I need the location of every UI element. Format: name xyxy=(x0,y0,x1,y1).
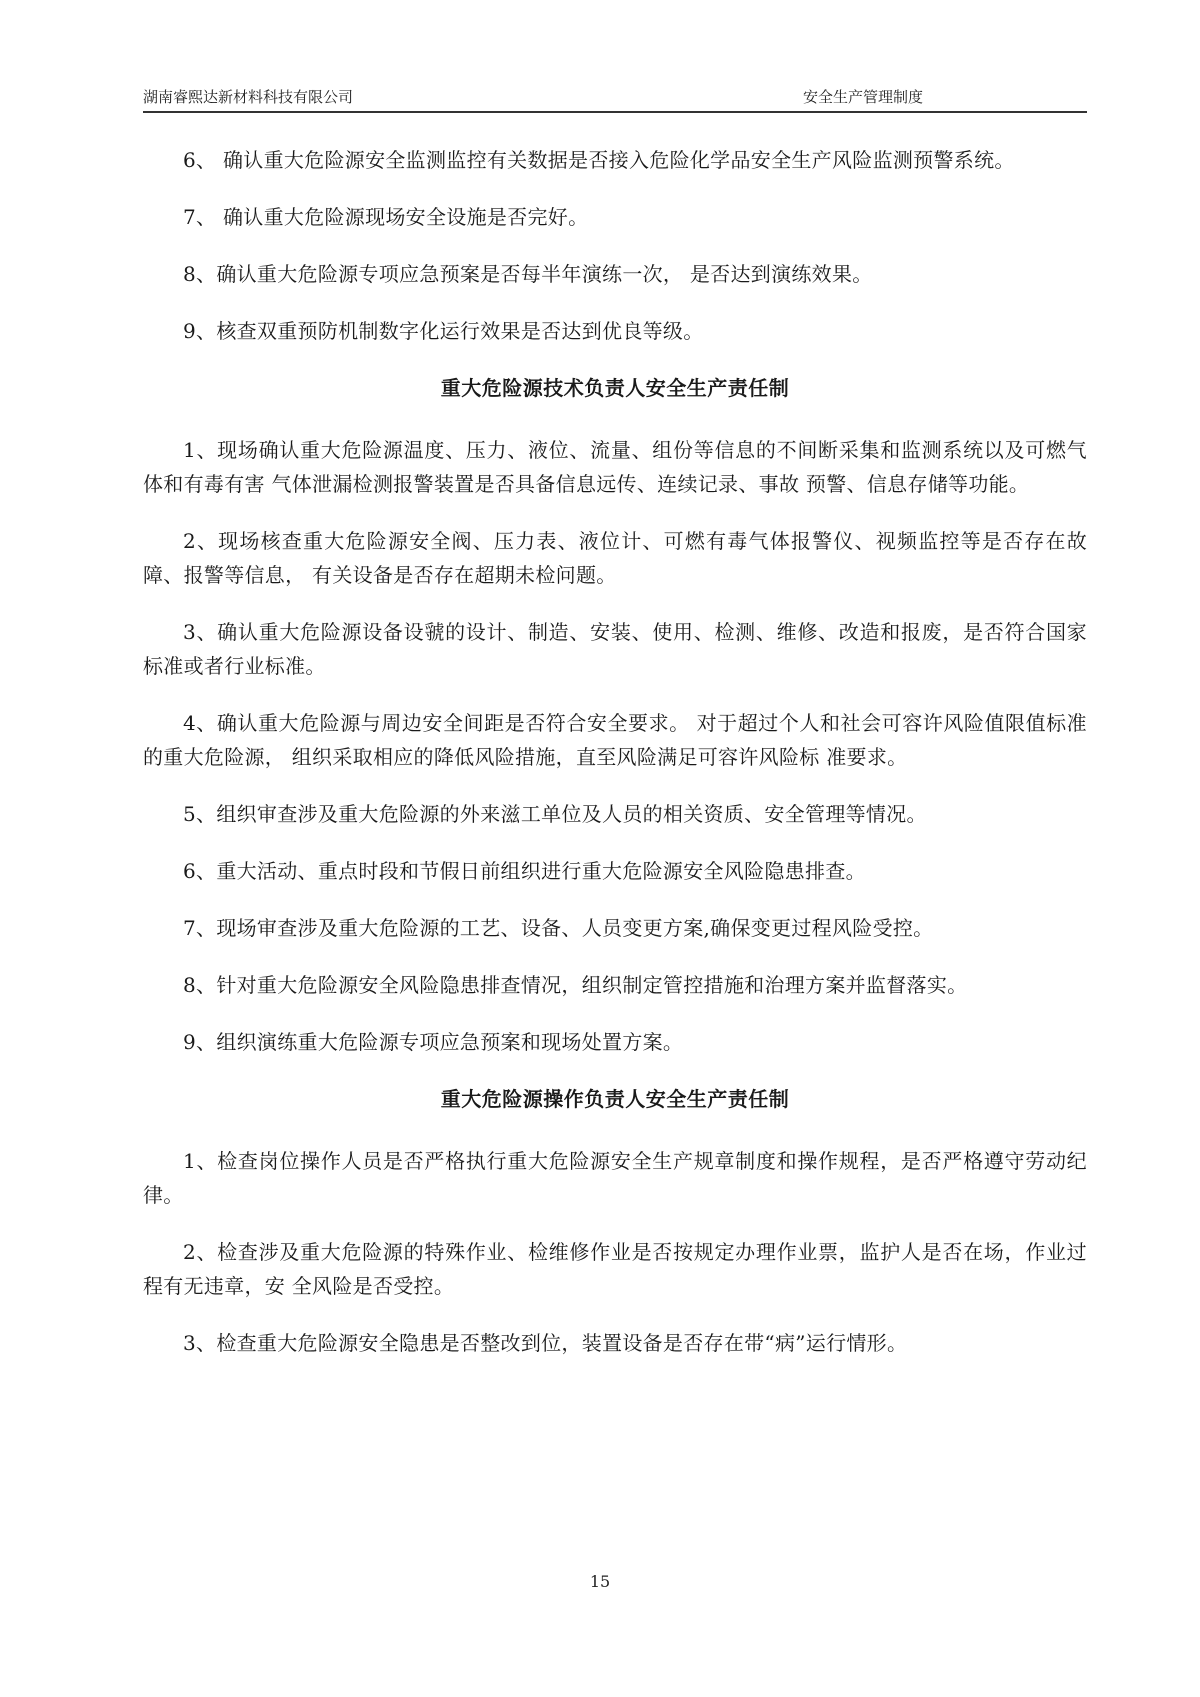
paragraph: 1、检查岗位操作人员是否严格执行重大危险源安全生产规章制度和操作规程，是否严格遵守劳动纪律。 xyxy=(143,1149,1087,1207)
paragraph: 4、确认重大危险源与周边安全间距是否符合安全要求。 对于超过个人和社会可容许风险值限值标准的重大危险源， 组织采取相应的降低风险措施，直至风险满足可容许风险标 准要求。 xyxy=(143,711,1087,769)
section-title-operation: 重大危险源操作负责人安全生产责任制 xyxy=(440,1087,790,1111)
paragraph: 6、重大活动、重点时段和节假日前组织进行重大危险源安全风险隐患排查。 xyxy=(183,859,866,883)
paragraph: 9、组织演练重大危险源专项应急预案和现场处置方案。 xyxy=(183,1030,684,1054)
paragraph: 7、 确认重大危险源现场安全设施是否完好。 xyxy=(183,205,589,229)
page-number: 15 xyxy=(589,1572,611,1591)
paragraph: 7、现场审查涉及重大危险源的工艺、设备、人员变更方案,确保变更过程风险受控。 xyxy=(183,916,934,940)
header-divider xyxy=(143,111,1087,113)
header-doc-title: 安全生产管理制度 xyxy=(803,88,924,106)
paragraph: 1、现场确认重大危险源温度、压力、液位、流量、组份等信息的不间断采集和监测系统以及可燃气体和有毒有害 气体泄漏检测报警装置是否具备信息远传、连续记录、事故 预警、信息存储等功能。 xyxy=(143,438,1087,496)
paragraph: 6、 确认重大危险源安全监测监控有关数据是否接入危险化学品安全生产风险监测预警系统。 xyxy=(183,148,1015,172)
section-title-technical: 重大危险源技术负责人安全生产责任制 xyxy=(440,376,790,400)
page-content xyxy=(143,143,1087,1383)
paragraph: 2、现场核查重大危险源安全阀、压力表、液位计、可燃有毒气体报警仪、视频监控等是否存在故障、报警等信息， 有关设备是否存在超期未检问题。 xyxy=(143,529,1087,587)
paragraph: 3、检查重大危险源安全隐患是否整改到位，装置设备是否存在带“病”运行情形。 xyxy=(183,1331,908,1355)
paragraph: 9、核查双重预防机制数字化运行效果是否达到优良等级。 xyxy=(183,319,704,343)
paragraph: 2、检查涉及重大危险源的特殊作业、检维修作业是否按规定办理作业票，监护人是否在场，作业过程有无违章，安 全风险是否受控。 xyxy=(143,1240,1087,1298)
paragraph: 5、组织审查涉及重大危险源的外来滋工单位及人员的相关资质、安全管理等情况。 xyxy=(183,802,927,826)
header-company: 湖南睿熙达新材料科技有限公司 xyxy=(143,88,354,106)
paragraph: 3、确认重大危险源设备设虢的设计、制造、安装、使用、检测、维修、改造和报废，是否符合国家标准或者行业标准。 xyxy=(143,620,1087,678)
page-header xyxy=(143,86,1087,112)
paragraph: 8、针对重大危险源安全风险隐患排查情况，组织制定管控措施和治理方案并监督落实。 xyxy=(183,973,968,997)
paragraph: 8、确认重大危险源专项应急预案是否每半年演练一次， 是否达到演练效果。 xyxy=(183,262,873,286)
